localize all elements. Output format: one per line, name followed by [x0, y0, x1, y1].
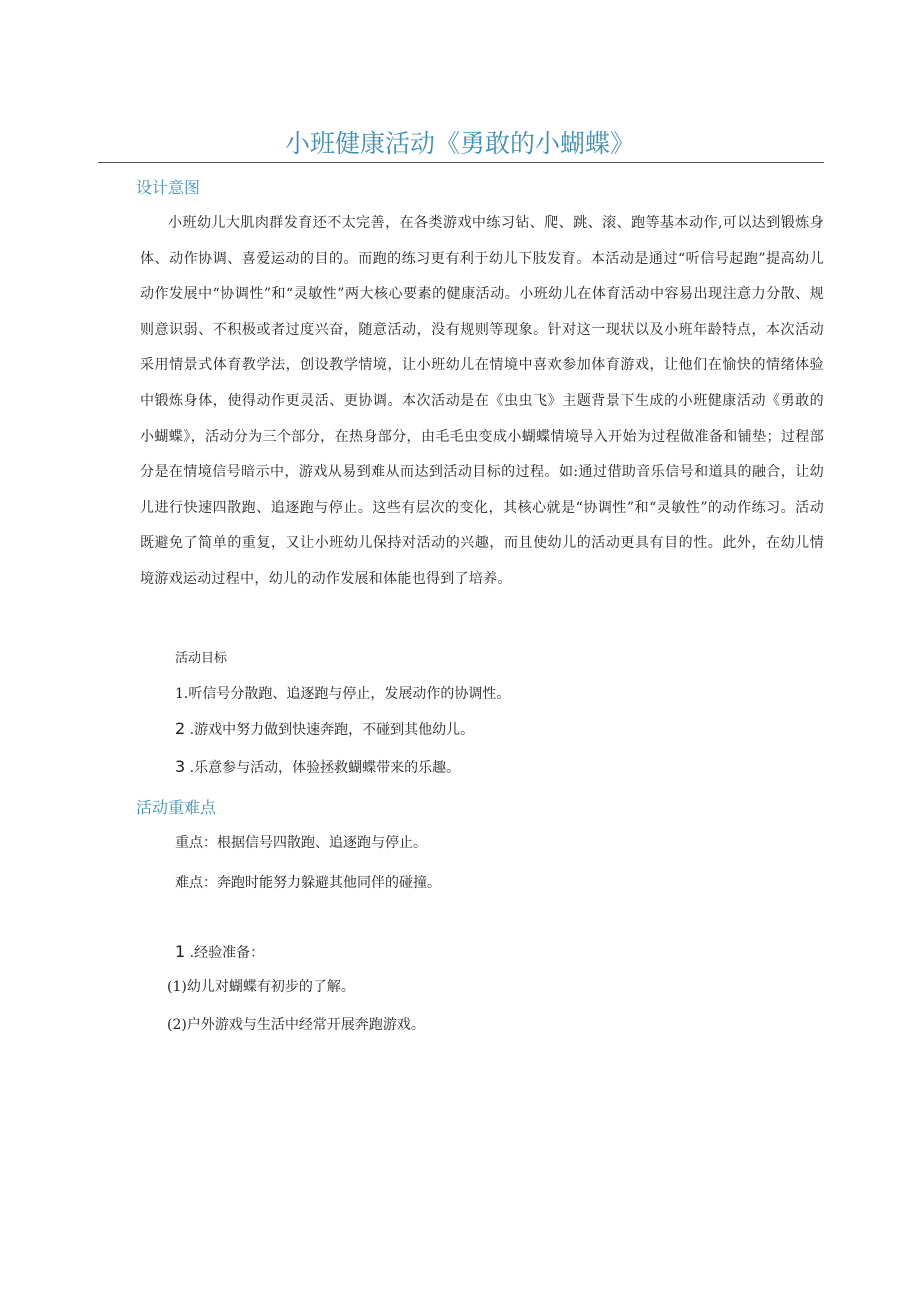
goals-label: 活动目标 [175, 651, 228, 666]
goal-text: .听信号分散跑、追逐跑与停止，发展动作的协调性。 [183, 686, 511, 702]
difficulty-point: 难点：奔跑时能努力躲避其他同伴的碰撞。 [175, 875, 441, 891]
preparation-text: .经验准备： [189, 945, 265, 961]
goal-text: .游戏中努力做到快速奔跑，不碰到其他幼儿。 [189, 722, 475, 738]
goal-number: 2 [175, 719, 186, 738]
key-points-heading: 活动重难点 [136, 798, 217, 817]
goal-item-1 [175, 683, 510, 705]
preparation-number: 1 [175, 942, 186, 961]
goal-item-3 [175, 756, 460, 779]
preparation-item-2: (2)户外游戏与生活中经常开展奔跑游戏。 [167, 1017, 425, 1033]
title-divider [98, 162, 824, 163]
experience-preparation-label [175, 941, 264, 964]
focus-point: 重点：根据信号四散跑、追逐跑与停止。 [175, 835, 427, 851]
document-title: 小班健康活动《勇敢的小蝴蝶》 [284, 129, 635, 158]
goal-item-2 [175, 718, 474, 741]
goal-number: 3 [175, 757, 186, 776]
preparation-item-1: (1)幼儿对蝴蝶有初步的了解。 [167, 979, 355, 995]
design-intent-paragraph: 小班幼儿大肌肉群发育还不太完善，在各类游戏中练习钻、爬、跳、滚、跑等基本动作,可以达到锻炼身体、动作协调、喜爱运动的目的。而跑的练习更有利于幼儿下肢发育。本活动是通过“听信号起跑”提高幼儿动作发展中“协调性”和“灵敏性”两大核心要素的健康活动。小班幼儿在体育活动中容易出现注意力分散、规则意识弱、不积极或者过度兴奋，随意活动，没有规则等现象。针对这一现状以及小班年龄特点，本次活动采用情景式体育教学法，创设教学情境，让小班幼儿在情境中喜欢参加体育游戏，让他们在愉快的情绪体验中锻炼身体，使得动作更灵活、更协调。本次活动是在《虫虫飞》主题背景下生成的小班健康活动《勇敢的小蝴蝶》，活动分为三个部分，在热身部分，由毛毛虫变成小蝴蝶情境导入开始为过程做准备和铺垫；过程部分是在情境信号暗示中，游戏从易到难从而达到活动目标的过程。如:通过借助音乐信号和道具的融合，让幼儿进行快速四散跑、追逐跑与停止。这些有层次的变化，其核心就是“协调性”和“灵敏性”的动作练习。活动既避免了简单的重复，又让小班幼儿保持对活动的兴趣，而且使幼儿的活动更具有目的性。此外，在幼儿情境游戏运动过程中，幼儿的动作发展和体能也得到了培养。 [140, 215, 824, 587]
goal-number: 1 [175, 686, 184, 702]
goal-text: .乐意参与活动，体验拯救蝴蝶带来的乐趣。 [189, 760, 461, 776]
design-intent-heading: 设计意图 [136, 178, 201, 197]
